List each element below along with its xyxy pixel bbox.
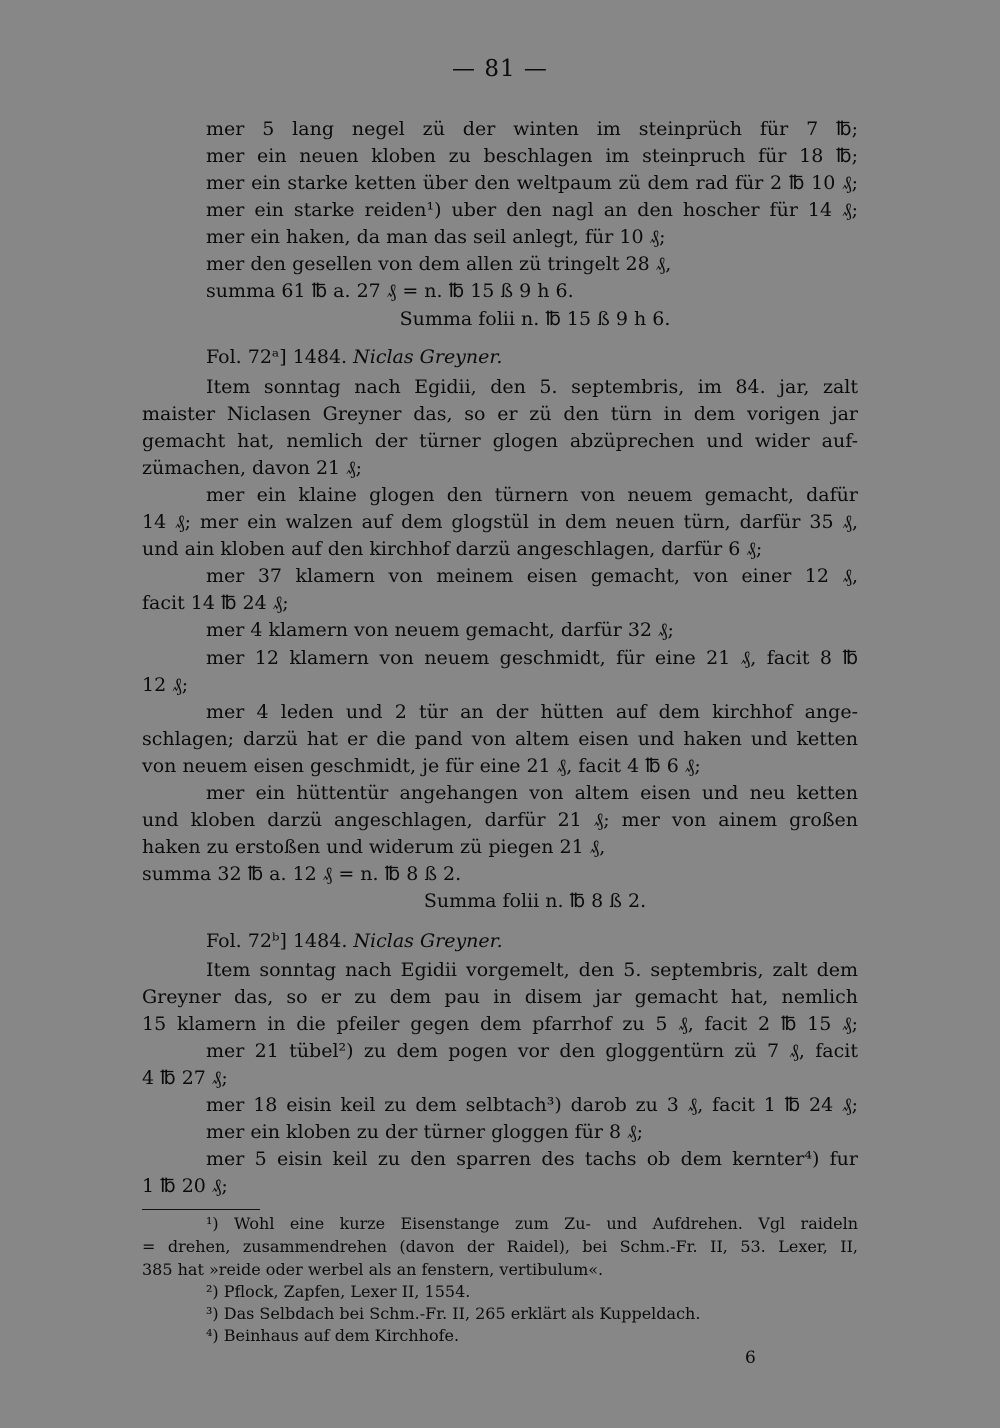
text-line: 15 klamern in die pfeiler gegen dem pfarrhof zu 5 ₰, facit 2 ℔ 15 ₰; [142,1013,858,1035]
text-line: und kloben darzü angeschlagen, darfür 21 ₰; mer von ainem großen [142,809,858,831]
text-line: mer den gesellen von dem allen zü tringelt 28 ₰, [206,253,672,275]
text-line: Item sonntag nach Egidii, den 5. septembris, im 84. jar, zalt [206,376,858,398]
text-line: mer ein klaine glogen den türnern von neuem gemacht, dafür [206,484,858,506]
text-line: mer 4 klamern von neuem gemacht, darfür 32 ₰; [206,619,674,641]
text-line: Item sonntag nach Egidii vorgemelt, den 5. septembris, zalt dem [206,959,858,981]
text-line: mer 4 leden und 2 tür an der hütten auf dem kirchhof ange- [206,701,858,723]
folio-ref: Fol. 72ᵇ] 1484. [206,930,348,952]
text-line: maister Niclasen Greyner das, so er zü den türn in dem vorigen jar [142,403,858,425]
text-line: 12 ₰; [142,674,189,696]
text-line: mer 5 eisin keil zu den sparren des tachs ob dem kernter⁴) fur [206,1148,858,1170]
folio-ref: Fol. 72ᵃ] 1484. [206,346,348,368]
page-total-line: Summa folii n. ℔ 8 ß 2. [423,890,647,912]
footnote-line: ⁴) Beinhaus auf dem Kirchhofe. [206,1326,460,1345]
text-line: von neuem eisen geschmidt, je für eine 21 ₰, facit 4 ℔ 6 ₰; [142,755,701,777]
text-line: mer ein neuen kloben zu beschlagen im steinpruch für 18 ℔; [206,145,858,167]
text-line: mer 12 klamern von neuem geschmidt, für eine 21 ₰, facit 8 ℔ [206,647,858,669]
text-line: mer 21 tübel²) zu dem pogen vor den gloggentürn zü 7 ₰, facit [206,1040,858,1062]
text-line: mer 37 klamern von meinem eisen gemacht, von einer 12 ₰, [206,565,858,587]
text-line: mer 18 eisin keil zu dem selbtach³) darob zu 3 ₰, facit 1 ℔ 24 ₰; [206,1094,858,1116]
folio-heading [206,344,858,371]
text-line: Greyner das, so er zu dem pau in disem jar gemacht hat, nemlich [142,986,858,1008]
text-line: 14 ₰; mer ein walzen auf dem glogstül in dem neuen türn, darfür 35 ₰, [142,511,858,533]
text-line: und ain kloben auf den kirchhof darzü angeschlagen, darfür 6 ₰; [142,538,763,560]
sum-line: summa 32 ℔ a. 12 ₰ = n. ℔ 8 ß 2. [142,863,462,885]
text-line: facit 14 ℔ 24 ₰; [142,592,289,614]
sum-line: summa 61 ℔ a. 27 ₰ = n. ℔ 15 ß 9 h 6. [206,280,574,302]
text-line: zümachen, davon 21 ₰; [142,457,363,479]
text-line: mer 5 lang negel zü der winten im steinprüch für 7 ℔; [206,118,858,140]
page-number: — 81 — [452,56,548,82]
folio-name: Niclas Greyner. [353,346,503,368]
text-line: schlagen; darzü hat er die pand von altem eisen und haken und ketten [142,728,858,750]
page-total-line: Summa folii n. ℔ 15 ß 9 h 6. [399,308,671,330]
signature-mark: 6 [745,1348,756,1368]
folio-heading [206,928,858,955]
text-line: mer ein kloben zu der türner gloggen für 8 ₰; [206,1121,644,1143]
footnote-line: ²) Pflock, Zapfen, Lexer II, 1554. [206,1282,471,1301]
text-line: mer ein hüttentür angehangen von altem eisen und neu ketten [206,782,858,804]
footnote-line: ³) Das Selbdach bei Schm.-Fr. II, 265 erklärt als Kuppeldach. [206,1304,701,1323]
text-line: 1 ℔ 20 ₰; [142,1175,228,1197]
footnote-line: ¹) Wohl eine kurze Eisenstange zum Zu- und Aufdrehen. Vgl raideln [206,1214,858,1233]
text-line: gemacht hat, nemlich der türner glogen abzüprechen und wider auf- [142,430,858,452]
folio-name: Niclas Greyner. [353,930,503,952]
text-line: mer ein haken, da man das seil anlegt, für 10 ₰; [206,226,666,248]
text-line: mer ein starke reiden¹) uber den nagl an den hoscher für 14 ₰; [206,199,858,221]
footnote-divider [142,1209,260,1210]
text-line: mer ein starke ketten über den weltpaum zü dem rad für 2 ℔ 10 ₰; [206,172,858,194]
text-line: haken zu erstoßen und widerum zü piegen 21 ₰, [142,836,606,858]
footnote-line: 385 hat »reide oder werbel als an fenstern, vertibulum«. [142,1260,604,1279]
footnote-line: = drehen, zusammendrehen (davon der Raidel), bei Schm.-Fr. II, 53. Lexer, II, [142,1237,858,1256]
text-line: 4 ℔ 27 ₰; [142,1067,228,1089]
